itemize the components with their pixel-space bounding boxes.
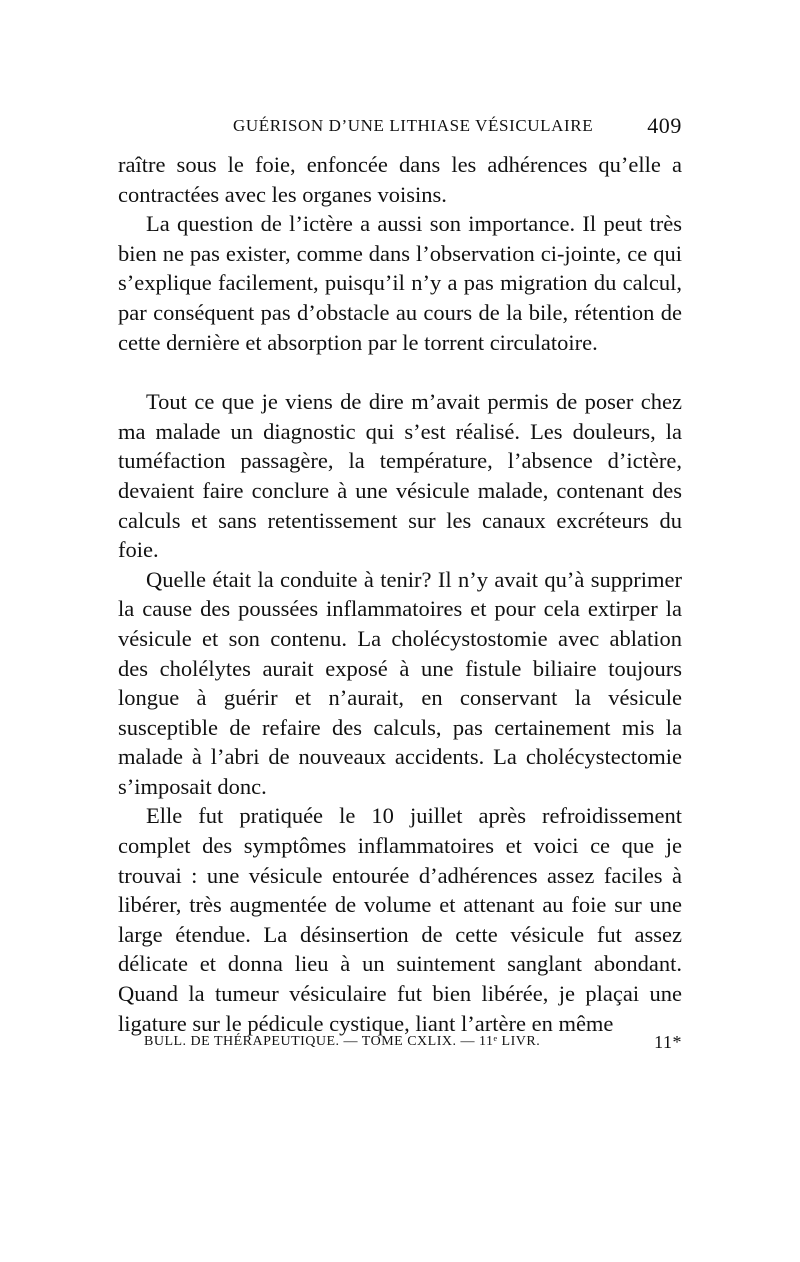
page-number: 409 [647, 113, 682, 138]
paragraph: Quelle était la conduite à tenir? Il n’y avait qu’à supprimer la cause des poussées inflammatoires et pour cela extirper la vésicule et son contenu. La cholécystostomie avec ablation des cholélytes aurait exposé à une fistule biliaire toujours longue à guérir et n’aurait, en conservant la vésicule susceptible de refaire des calculs, pas certainement mis la malade à l’abri de nouveaux accidents. La cholécystectomie s’imposait donc. [118, 566, 682, 799]
paragraph: Tout ce que je viens de dire m’avait permis de poser chez ma malade un diagnostic qui s’est réalisé. Les douleurs, la tuméfaction passagère, la température, l’absence d’ictère, devaient faire conclure à une vésicule malade, contenant des calculs et sans retentissement sur les canaux excréteurs du foie. [118, 389, 682, 563]
footer-imprint: BULL. DE THÉRAPEUTIQUE. — TOME CXLIX. — 11ᵉ LIVR. [144, 1034, 541, 1049]
paragraph: raître sous le foie, enfoncée dans les adhérences qu’elle a contractées avec les organes voisins. [118, 152, 682, 207]
body-text [118, 150, 682, 1038]
footer [144, 1034, 682, 1050]
running-head [118, 113, 682, 140]
signature-mark: 11* [654, 1032, 682, 1052]
paragraph: La question de l’ictère a aussi son importance. Il peut très bien ne pas exister, comme dans l’observation ci-jointe, ce qui s’explique facilement, puisqu’il n’y a pas migration du calcul, par conséquent pas d’obstacle au cours de la bile, rétention de cette dernière et absorption par le torrent circulatoire. [118, 211, 682, 355]
running-title: GUÉRISON D’UNE LITHIASE VÉSICULAIRE [233, 116, 594, 135]
paragraph: Elle fut pratiquée le 10 juillet après refroidissement complet des symptômes inflammatoires et voici ce que je trouvai : une vésicule entourée d’adhérences assez faciles à libérer, très augmentée de volume et attenant au foie sur une large étendue. La désinsertion de cette vésicule fut assez délicate et donna lieu à un suintement sanglant abondant. Quand la tumeur vésiculaire fut bien libérée, je plaçai une ligature sur le pédicule cystique, liant l’artère en même [118, 803, 682, 1036]
